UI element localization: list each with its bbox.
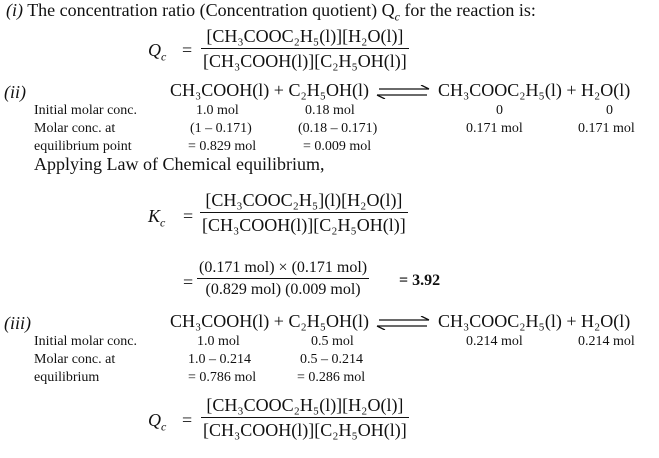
equilibrium-arrow-icon [375, 85, 431, 99]
product-2: H₂O(l) [580, 80, 631, 100]
part-i-text-sub: c [394, 9, 400, 24]
fraction-bar [201, 417, 409, 418]
kc-calc-fraction [197, 259, 369, 299]
fraction-bar [201, 48, 409, 49]
reactant-2: C₂H₅OH(l) [288, 80, 369, 100]
part-i-fraction [201, 26, 409, 72]
part-iii-row-label: Initial molar conc. [34, 334, 138, 349]
part-ii-reaction [170, 80, 630, 101]
kc-denominator: [CH₃COOH(l)][C₂H₅OH(l)] [202, 215, 406, 235]
part-iii-row-value: 1.0 – 0.214 [188, 352, 251, 367]
part-ii-row-value: 0.171 mol [466, 121, 523, 136]
product-1: CH₃COOC₂H₅(l) [437, 311, 562, 331]
equilibrium-arrow-icon [375, 316, 431, 330]
calc-numerator: (0.171 mol) × (0.171 mol) [199, 259, 368, 276]
reactant-1: CH₃COOH(l) [170, 311, 270, 331]
part-iii-row-value: 1.0 mol [197, 334, 240, 349]
kc-numerator: [CH₃COOC₂H₅](l)[H₂O(l)] [205, 190, 403, 210]
part-ii-row-value: 0.18 mol [305, 103, 355, 118]
part-ii-row-value: = 0.829 mol [188, 139, 257, 154]
part-ii-row-label: Initial molar conc. [34, 103, 138, 118]
fraction-bar [197, 278, 369, 279]
part-ii-row-value: = 0.009 mol [303, 139, 372, 154]
part-ii-row-label: equilibrium point [34, 139, 132, 154]
part-iii-fraction [201, 395, 409, 441]
part-iii-row-value: 0.214 mol [466, 334, 523, 349]
calc-equals: = [183, 272, 194, 292]
part-ii-row-label: Molar conc. at [34, 121, 116, 136]
law-statement: Applying Law of Chemical equilibrium, [34, 154, 325, 174]
part-iii-label: (iii) [4, 313, 31, 333]
part-iii-qc-symbol: $Q_c$ [148, 410, 167, 434]
part-ii-row-value: (1 – 0.171) [190, 121, 252, 136]
reactant-2: C₂H₅OH(l) [288, 311, 369, 331]
kc-symbol: $K_c$ [148, 206, 166, 230]
part-i-text-end: for the reaction is: [399, 0, 536, 20]
part-i-text: The concentration ratio (Concentration quotient) Q [27, 0, 395, 20]
part-i-equals: = [182, 40, 193, 60]
product-2: H₂O(l) [580, 311, 631, 331]
part-iii-reaction [170, 311, 630, 332]
plus-sign: + [566, 311, 577, 331]
part-ii-row-value: 0 [496, 103, 503, 118]
part-iii-row-value: 0.214 mol [578, 334, 635, 349]
plus-sign: + [273, 80, 284, 100]
reactant-1: CH₃COOH(l) [170, 80, 270, 100]
plus-sign: + [273, 311, 284, 331]
plus-sign: + [566, 80, 577, 100]
part-i-qc-symbol: $Q_c$ [148, 40, 167, 64]
part-iii-row-value: = 0.286 mol [297, 370, 366, 385]
part-iii-numerator: [CH₃COOC₂H₅(l)][H₂O(l)] [206, 395, 404, 415]
kc-fraction [200, 190, 408, 236]
fraction-bar [200, 212, 408, 213]
product-1: CH₃COOC₂H₅(l) [437, 80, 562, 100]
part-i-label: (i) [6, 0, 23, 20]
part-iii-row-label: equilibrium [34, 370, 100, 385]
part-iii-row-value: 0.5 mol [311, 334, 354, 349]
part-iii-row-label: Molar conc. at [34, 352, 116, 367]
part-ii-row-value: 1.0 mol [196, 103, 239, 118]
calc-denominator: (0.829 mol) (0.009 mol) [205, 281, 361, 298]
part-ii-row-value: 0.171 mol [578, 121, 635, 136]
kc-equals: = [183, 206, 194, 226]
part-iii-denominator: [CH₃COOH(l)][C₂H₅OH(l)] [203, 420, 407, 440]
part-ii-row-value: (0.18 – 0.171) [298, 121, 378, 136]
part-ii-label: (ii) [4, 82, 26, 102]
part-i-numerator: [CH₃COOC₂H₅(l)][H₂O(l)] [206, 26, 404, 46]
part-iii-row-value: 0.5 – 0.214 [300, 352, 363, 367]
part-i-denominator: [CH₃COOH(l)][C₂H₅OH(l)] [203, 51, 407, 71]
part-i-statement [6, 0, 536, 25]
part-iii-equals: = [182, 410, 193, 430]
part-iii-row-value: = 0.786 mol [188, 370, 257, 385]
kc-result: = 3.92 [399, 272, 441, 289]
part-ii-row-value: 0 [606, 103, 613, 118]
